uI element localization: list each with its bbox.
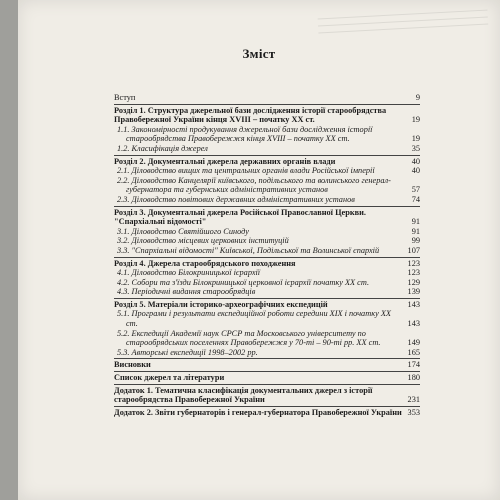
toc-entry-title: Список джерел та літератури <box>114 373 225 383</box>
section-divider <box>114 298 420 299</box>
toc-subsection[interactable] <box>114 268 420 278</box>
toc-subsection[interactable]: 2.2. Діловодство Канцелярії київського, подільського та волинського генерал-губернатора та губернських адміністративних установ 57 <box>117 175 420 195</box>
toc-page-number: 107 <box>407 245 420 255</box>
toc-subsection[interactable] <box>114 246 420 256</box>
toc-page-number: 123 <box>407 258 420 268</box>
toc-subsection[interactable] <box>114 287 420 297</box>
section-divider <box>114 257 420 258</box>
toc-page-number: 139 <box>407 287 420 297</box>
toc-entry-title: Вступ <box>114 93 136 102</box>
toc-subsection[interactable] <box>114 348 420 358</box>
toc-section[interactable] <box>114 93 420 103</box>
toc-entry-title: Розділ 4. Джерела старообрядського походження <box>114 258 296 268</box>
toc-entry-title: 3.3. "Спархіальні відомості" Київської, Подільської та Волинської єпархій <box>117 245 380 255</box>
toc-subsection[interactable] <box>114 309 420 328</box>
section-divider <box>114 206 420 207</box>
toc-entry-title: 4.3. Періодичні видання старообрядців <box>117 287 256 297</box>
toc-entry-title: 4.2. Собори та з'їзди Білокриницької церковної ієрархії початку XX ст. <box>117 277 370 287</box>
toc-section[interactable] <box>114 386 420 405</box>
toc-entry-title: Розділ 2. Документальні джерела державних органів влади <box>114 156 336 166</box>
toc-section[interactable] <box>114 373 420 383</box>
toc-entry-title: 1.2. Класифікація джерел <box>117 143 208 153</box>
toc-page-number: 149 <box>407 338 420 348</box>
toc-entry-title: Розділ 1. Структура джерельної бази дослідження історії старообрядства Правобережної України кінця XVIII – початку XX ст. <box>114 105 387 125</box>
toc-page-number: 129 <box>407 277 420 287</box>
toc-page-number: 19 <box>411 115 420 125</box>
toc-page-number: 353 <box>407 407 420 417</box>
toc-entry-title: Висновки <box>114 360 151 370</box>
toc-entry-title: Розділ 5. Матеріали історико-археографічних експедицій <box>114 299 328 309</box>
toc-entry-title: 3.1. Діловодство Святійшого Синоду <box>117 226 249 236</box>
section-divider <box>114 358 420 359</box>
toc-entry-title: 1.1. Закономірності продукування джерельної бази дослідження історії старообрядства Правобережжя кінця XVIII – початку XX ст. <box>117 124 373 144</box>
toc-page-number: 123 <box>407 268 420 278</box>
table-of-contents <box>114 93 420 417</box>
toc-section[interactable] <box>114 208 420 227</box>
toc-entry-title: 2.2. Діловодство Канцелярії київського, подільського та волинського генерал-губернатора та губернських адміністративних установ <box>117 175 391 195</box>
toc-page-number: 165 <box>407 347 420 357</box>
toc-section[interactable] <box>114 259 420 269</box>
section-divider <box>114 104 420 105</box>
toc-entry-title: Додаток 1. Тематична класифікація документальних джерел з історії старообрядства Правобережної України <box>114 385 373 405</box>
toc-entry-title: 2.3. Діловодство повітових державних адміністративних установ <box>117 194 355 204</box>
toc-entry-title: 4.1. Діловодство Білокриницької ієрархії <box>117 268 261 278</box>
toc-page-number: 180 <box>407 373 420 383</box>
bleed-through-text <box>317 4 488 43</box>
section-divider <box>114 384 420 385</box>
toc-section[interactable] <box>114 408 420 418</box>
toc-page-number: 143 <box>407 319 420 329</box>
toc-section[interactable] <box>114 300 420 310</box>
toc-page-number: 91 <box>411 217 420 227</box>
toc-subsection[interactable] <box>114 329 420 348</box>
toc-section[interactable] <box>114 157 420 167</box>
toc-page-number: 40 <box>411 156 420 166</box>
toc-entry-title: 5.1. Програми і результати експедиційної роботи середини XIX і початку XX ст. <box>117 309 391 329</box>
toc-entry-title: 2.1. Діловодство вищих та центральних органів влади Російської імперії <box>117 166 375 176</box>
toc-section[interactable] <box>114 360 420 370</box>
toc-entry-title: Додаток 2. Звіти губернаторів і генерал-губернатора Правобережної України <box>114 407 402 417</box>
toc-subsection[interactable]: 2.3. Діловодство повітових державних адміністративних установ 74 <box>117 194 420 204</box>
toc-subsection[interactable]: 2.1. Діловодство вищих та центральних органів влади Російської імперії 40 <box>117 166 420 176</box>
toc-section[interactable] <box>114 106 420 125</box>
section-divider <box>114 155 420 156</box>
toc-subsection[interactable] <box>114 278 420 288</box>
book-page <box>18 0 500 500</box>
toc-subsection[interactable]: 3.1. Діловодство Святійшого Синоду 91 <box>117 226 420 236</box>
toc-entry-title: 3.2. Діловодство місцевих церковних інституцій <box>117 236 289 246</box>
section-divider <box>114 371 420 372</box>
section-divider <box>114 406 420 407</box>
toc-entry-title: 5.3. Авторські експедиції 1998–2002 рр. <box>117 347 258 357</box>
toc-page-number: 174 <box>407 360 420 370</box>
toc-page-number: 9 <box>415 93 420 102</box>
page-title: Зміст <box>242 46 276 61</box>
toc-subsection[interactable]: 1.2. Класифікація джерел 35 <box>117 143 420 153</box>
toc-entry-title: 5.2. Експедиції Академії наук СРСР та Московського університету по старообрядських поселеннях Правобережжя у 70-ті – 90-ті рр. XX ст. <box>117 328 381 348</box>
toc-subsection[interactable]: 1.1. Закономірності продукування джерельної бази дослідження історії старообрядства Правобережжя кінця XVIII – початку XX ст. 19 <box>117 124 420 144</box>
toc-page-number: 231 <box>407 395 420 405</box>
toc-subsection[interactable]: 3.2. Діловодство місцевих церковних інституцій 99 <box>117 236 420 246</box>
toc-entry-title: Розділ 3. Документальні джерела Російської Православної Церкви. "Спархіальні відомості" <box>114 207 366 227</box>
toc-page-number: 143 <box>407 299 420 309</box>
